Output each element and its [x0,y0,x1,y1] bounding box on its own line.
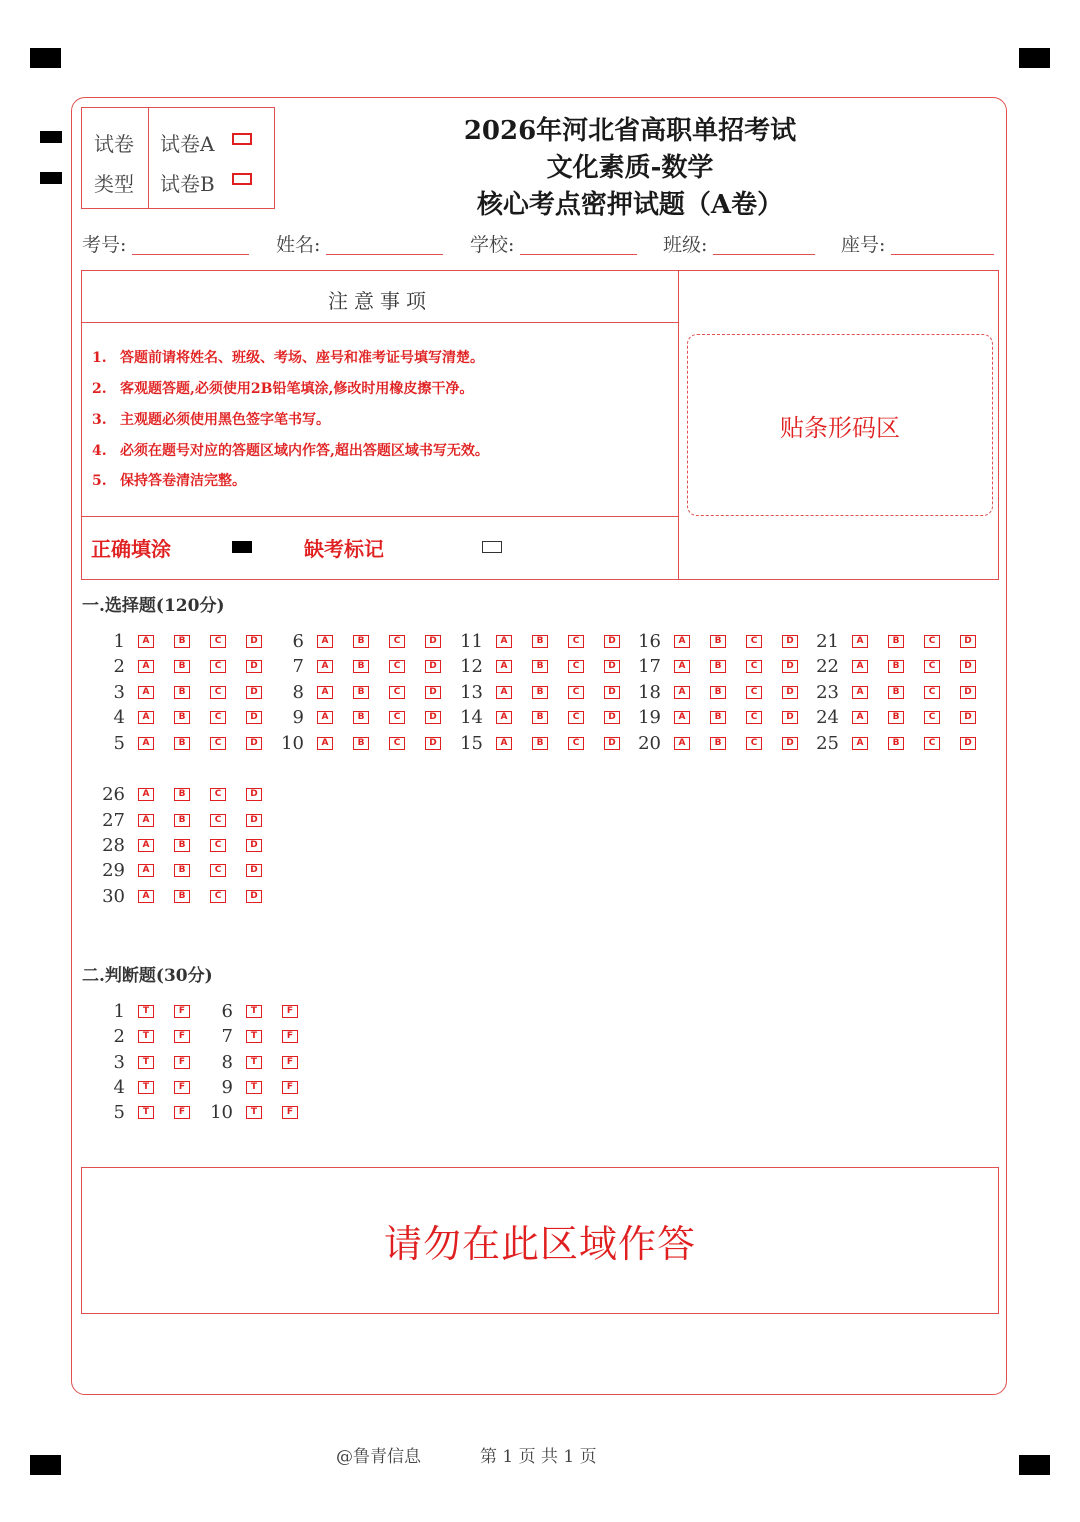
answer-bubble-c[interactable]: C [210,890,226,903]
notice-item-number: 1. [92,350,107,366]
registration-mark-side-1 [40,131,62,143]
question-number: 27 [102,810,125,831]
answer-bubble-a[interactable]: A [317,737,333,750]
registration-mark-bottom-left [30,1455,61,1475]
notice-item [92,409,330,429]
answer-bubble-a[interactable]: A [317,635,333,648]
answer-bubble-f[interactable]: F [282,1106,298,1119]
answer-bubble-b[interactable]: B [532,711,548,724]
question-number: 1 [113,1001,125,1022]
answer-bubble-d[interactable]: D [960,635,976,648]
answer-bubble-b[interactable]: B [710,660,726,673]
answer-bubble-b[interactable]: B [174,737,190,750]
answer-bubble-b[interactable]: B [710,686,726,699]
question-number: 23 [816,682,839,703]
question-number: 2 [113,656,125,677]
question-number: 13 [460,682,483,703]
answer-bubble-b[interactable]: B [174,635,190,648]
question-number: 11 [460,631,483,652]
registration-mark-side-2 [40,172,62,184]
answer-bubble-a[interactable]: A [674,737,690,750]
notice-item [92,440,489,460]
answer-bubble-c[interactable]: C [924,635,940,648]
answer-bubble-f[interactable]: F [282,1081,298,1094]
answer-bubble-b[interactable]: B [353,635,369,648]
answer-bubble-d[interactable]: D [425,660,441,673]
question-number: 12 [460,656,483,677]
answer-bubble-f[interactable]: F [174,1056,190,1069]
footer-credit: @鲁青信息 [336,1447,421,1467]
answer-bubble-d[interactable]: D [425,635,441,648]
question-number: 15 [460,733,483,754]
answer-bubble-a[interactable]: A [317,686,333,699]
answer-bubble-c[interactable]: C [568,635,584,648]
question-number: 17 [638,656,661,677]
exam-subject: 文化素质-数学 [546,153,714,183]
question-number: 4 [113,1077,125,1098]
answer-bubble-a[interactable]: A [138,839,154,852]
answer-bubble-b[interactable]: B [353,686,369,699]
registration-mark-top-left [30,48,61,68]
answer-bubble-c[interactable]: C [210,660,226,673]
answer-bubble-c[interactable]: C [924,737,940,750]
paper-type-box [81,107,275,209]
question-number: 7 [221,1026,233,1047]
answer-bubble-b[interactable]: B [710,635,726,648]
answer-bubble-c[interactable]: C [568,737,584,750]
answer-bubble-c[interactable]: C [924,660,940,673]
answer-bubble-t[interactable]: T [246,1056,262,1069]
question-number: 5 [113,1102,125,1123]
answer-bubble-t[interactable]: T [246,1106,262,1119]
notice-item-text: 答题前请将姓名、班级、考场、座号和准考证号填写清楚。 [120,350,484,366]
answer-bubble-b[interactable]: B [353,660,369,673]
answer-bubble-d[interactable]: D [782,660,798,673]
answer-bubble-b[interactable]: B [353,737,369,750]
question-number: 24 [816,707,839,728]
question-number: 6 [292,631,304,652]
answer-bubble-f[interactable]: F [282,1056,298,1069]
answer-bubble-c[interactable]: C [746,635,762,648]
answer-bubble-b[interactable]: B [888,686,904,699]
exam-title: 2026年河北省高职单招考试 [463,116,797,146]
absent-mark-label: 缺考标记 [304,537,384,561]
answer-bubble-b[interactable]: B [174,839,190,852]
question-number: 28 [102,835,125,856]
question-number: 10 [210,1102,233,1123]
answer-bubble-c[interactable]: C [389,660,405,673]
answer-bubble-c[interactable]: C [210,839,226,852]
answer-bubble-c[interactable]: C [210,737,226,750]
answer-bubble-a[interactable]: A [317,711,333,724]
answer-bubble-b[interactable]: B [888,711,904,724]
correct-fill-label: 正确填涂 [91,537,171,561]
seat-label: 座号: [841,234,886,256]
answer-bubble-d[interactable]: D [246,864,262,877]
question-number: 9 [221,1077,233,1098]
answer-bubble-c[interactable]: C [389,737,405,750]
answer-bubble-c[interactable]: C [210,686,226,699]
answer-bubble-c[interactable]: C [389,635,405,648]
answer-bubble-a[interactable]: A [138,686,154,699]
question-number: 14 [460,707,483,728]
answer-bubble-a[interactable]: A [674,635,690,648]
answer-bubble-f[interactable]: F [282,1005,298,1018]
no-answer-zone [81,1167,999,1314]
paper-option-b-checkbox[interactable] [232,173,252,185]
notice-item-number: 3. [92,412,107,428]
seat-field[interactable] [891,254,994,255]
answer-bubble-b[interactable]: B [888,737,904,750]
notice-item-text: 主观题必须使用黑色签字笔书写。 [120,412,330,428]
answer-bubble-f[interactable]: F [282,1030,298,1043]
footer-page: 第 1 页 共 1 页 [480,1447,597,1467]
section-choice-title: 一.选择题(120分) [82,596,225,616]
answer-bubble-b[interactable]: B [532,635,548,648]
notice-item-number: 2. [92,381,107,397]
answer-bubble-b[interactable]: B [532,660,548,673]
exam-subtitle: 核心考点密押试题（A卷） [476,190,784,220]
answer-bubble-a[interactable]: A [138,711,154,724]
answer-bubble-d[interactable]: D [246,788,262,801]
answer-bubble-d[interactable]: D [425,737,441,750]
question-number: 26 [102,784,125,805]
answer-bubble-d[interactable]: D [246,839,262,852]
question-number: 8 [221,1052,233,1073]
class-field[interactable] [713,254,815,255]
paper-type-label-bottom: 类型 [94,172,134,196]
question-number: 25 [816,733,839,754]
answer-bubble-d[interactable]: D [246,635,262,648]
answer-bubble-a[interactable]: A [852,737,868,750]
notice-divider-bottom [82,516,678,517]
question-number: 29 [102,860,125,881]
answer-bubble-a[interactable]: A [138,737,154,750]
answer-bubble-t[interactable]: T [138,1005,154,1018]
answer-bubble-b[interactable]: B [174,711,190,724]
answer-bubble-t[interactable]: T [246,1030,262,1043]
answer-bubble-a[interactable]: A [496,711,512,724]
answer-bubble-b[interactable]: B [532,737,548,750]
answer-bubble-d[interactable]: D [246,890,262,903]
answer-bubble-c[interactable]: C [746,737,762,750]
answer-bubble-a[interactable]: A [852,660,868,673]
answer-bubble-d[interactable]: D [782,686,798,699]
answer-bubble-b[interactable]: B [353,711,369,724]
answer-bubble-d[interactable]: D [246,737,262,750]
answer-bubble-a[interactable]: A [852,711,868,724]
question-number: 22 [816,656,839,677]
answer-bubble-t[interactable]: T [138,1106,154,1119]
answer-bubble-c[interactable]: C [924,686,940,699]
question-number: 21 [816,631,839,652]
answer-bubble-a[interactable]: A [138,864,154,877]
answer-bubble-c[interactable]: C [389,711,405,724]
paper-option-a-checkbox[interactable] [232,133,252,145]
answer-bubble-b[interactable]: B [174,890,190,903]
notice-item [92,470,246,490]
answer-bubble-c[interactable]: C [210,635,226,648]
question-number: 5 [113,733,125,754]
answer-bubble-d[interactable]: D [604,737,620,750]
barcode-area [687,334,993,516]
answer-bubble-b[interactable]: B [174,864,190,877]
answer-bubble-b[interactable]: B [888,660,904,673]
notice-divider-vertical [678,271,679,579]
answer-bubble-t[interactable]: T [138,1081,154,1094]
registration-mark-bottom-right [1019,1455,1050,1475]
school-label: 学校: [470,234,515,256]
question-number: 19 [638,707,661,728]
question-number: 3 [113,1052,125,1073]
answer-bubble-d[interactable]: D [782,635,798,648]
answer-bubble-f[interactable]: F [174,1081,190,1094]
answer-bubble-c[interactable]: C [568,686,584,699]
absent-mark-checkbox[interactable] [482,541,502,553]
question-number: 16 [638,631,661,652]
section-judgement-title: 二.判断题(30分) [82,966,213,986]
answer-bubble-c[interactable]: C [568,660,584,673]
answer-bubble-d[interactable]: D [246,686,262,699]
answer-bubble-a[interactable]: A [138,660,154,673]
notice-item-text: 保持答卷清洁完整。 [120,473,246,489]
notice-box [81,270,999,580]
question-number: 6 [221,1001,233,1022]
answer-bubble-t[interactable]: T [138,1030,154,1043]
answer-bubble-d[interactable]: D [782,737,798,750]
answer-bubble-c[interactable]: C [210,711,226,724]
answer-bubble-d[interactable]: D [604,711,620,724]
barcode-area-label: 贴条形码区 [780,413,900,442]
question-number: 4 [113,707,125,728]
question-number: 1 [113,631,125,652]
answer-bubble-c[interactable]: C [568,711,584,724]
answer-bubble-f[interactable]: F [174,1106,190,1119]
answer-bubble-c[interactable]: C [746,711,762,724]
answer-bubble-c[interactable]: C [924,711,940,724]
answer-bubble-d[interactable]: D [246,660,262,673]
answer-bubble-d[interactable]: D [246,711,262,724]
exam-number-label: 考号: [82,234,127,256]
answer-bubble-a[interactable]: A [496,737,512,750]
answer-bubble-d[interactable]: D [960,660,976,673]
answer-bubble-a[interactable]: A [138,814,154,827]
answer-bubble-a[interactable]: A [674,660,690,673]
answer-bubble-b[interactable]: B [174,814,190,827]
answer-bubble-d[interactable]: D [604,635,620,648]
class-label: 班级: [663,234,708,256]
no-answer-zone-label: 请勿在此区域作答 [383,1222,696,1266]
answer-bubble-f[interactable]: F [174,1005,190,1018]
answer-bubble-d[interactable]: D [604,686,620,699]
question-number: 10 [281,733,304,754]
answer-bubble-d[interactable]: D [960,711,976,724]
answer-bubble-b[interactable]: B [174,660,190,673]
answer-bubble-c[interactable]: C [210,814,226,827]
question-number: 7 [292,656,304,677]
correct-fill-sample [232,541,252,553]
notice-item [92,378,473,398]
question-number: 18 [638,682,661,703]
question-number: 30 [102,886,125,907]
answer-bubble-a[interactable]: A [496,635,512,648]
notice-item-text: 必须在题号对应的答题区域内作答,超出答题区域书写无效。 [120,443,489,459]
answer-bubble-a[interactable]: A [852,686,868,699]
answer-bubble-b[interactable]: B [174,686,190,699]
answer-bubble-b[interactable]: B [710,737,726,750]
answer-bubble-b[interactable]: B [174,788,190,801]
answer-bubble-a[interactable]: A [138,635,154,648]
answer-bubble-d[interactable]: D [782,711,798,724]
name-field[interactable] [326,254,443,255]
paper-option-b-label: 试卷B [160,172,215,196]
answer-bubble-d[interactable]: D [960,737,976,750]
answer-bubble-t[interactable]: T [246,1005,262,1018]
answer-bubble-c[interactable]: C [210,788,226,801]
answer-bubble-b[interactable]: B [532,686,548,699]
answer-bubble-c[interactable]: C [746,686,762,699]
answer-bubble-a[interactable]: A [852,635,868,648]
answer-bubble-d[interactable]: D [425,711,441,724]
answer-bubble-a[interactable]: A [138,788,154,801]
notice-divider-top [82,322,678,323]
answer-bubble-b[interactable]: B [710,711,726,724]
paper-type-divider [148,108,149,208]
question-number: 20 [638,733,661,754]
student-info-row [82,230,998,260]
answer-bubble-d[interactable]: D [425,686,441,699]
notice-item-number: 5. [92,473,107,489]
question-number: 3 [113,682,125,703]
answer-bubble-a[interactable]: A [496,686,512,699]
registration-mark-top-right [1019,48,1050,68]
answer-bubble-a[interactable]: A [674,686,690,699]
answer-bubble-t[interactable]: T [246,1081,262,1094]
question-number: 9 [292,707,304,728]
name-label: 姓名: [276,234,321,256]
notice-title: 注意事项 [328,289,432,313]
answer-bubble-c[interactable]: C [210,864,226,877]
answer-bubble-c[interactable]: C [746,660,762,673]
paper-type-label-top: 试卷 [94,132,134,156]
answer-bubble-t[interactable]: T [138,1056,154,1069]
notice-item-number: 4. [92,443,107,459]
answer-bubble-a[interactable]: A [674,711,690,724]
school-field[interactable] [520,254,637,255]
answer-bubble-c[interactable]: C [389,686,405,699]
paper-option-a-label: 试卷A [160,132,215,156]
answer-bubble-a[interactable]: A [496,660,512,673]
notice-item [92,347,484,367]
answer-bubble-d[interactable]: D [960,686,976,699]
answer-bubble-f[interactable]: F [174,1030,190,1043]
answer-bubble-a[interactable]: A [317,660,333,673]
answer-bubble-d[interactable]: D [604,660,620,673]
answer-bubble-a[interactable]: A [138,890,154,903]
answer-bubble-b[interactable]: B [888,635,904,648]
question-number: 2 [113,1026,125,1047]
notice-item-text: 客观题答题,必须使用2B铅笔填涂,修改时用橡皮擦干净。 [120,381,474,397]
answer-bubble-d[interactable]: D [246,814,262,827]
question-number: 8 [292,682,304,703]
exam-number-field[interactable] [132,254,249,255]
